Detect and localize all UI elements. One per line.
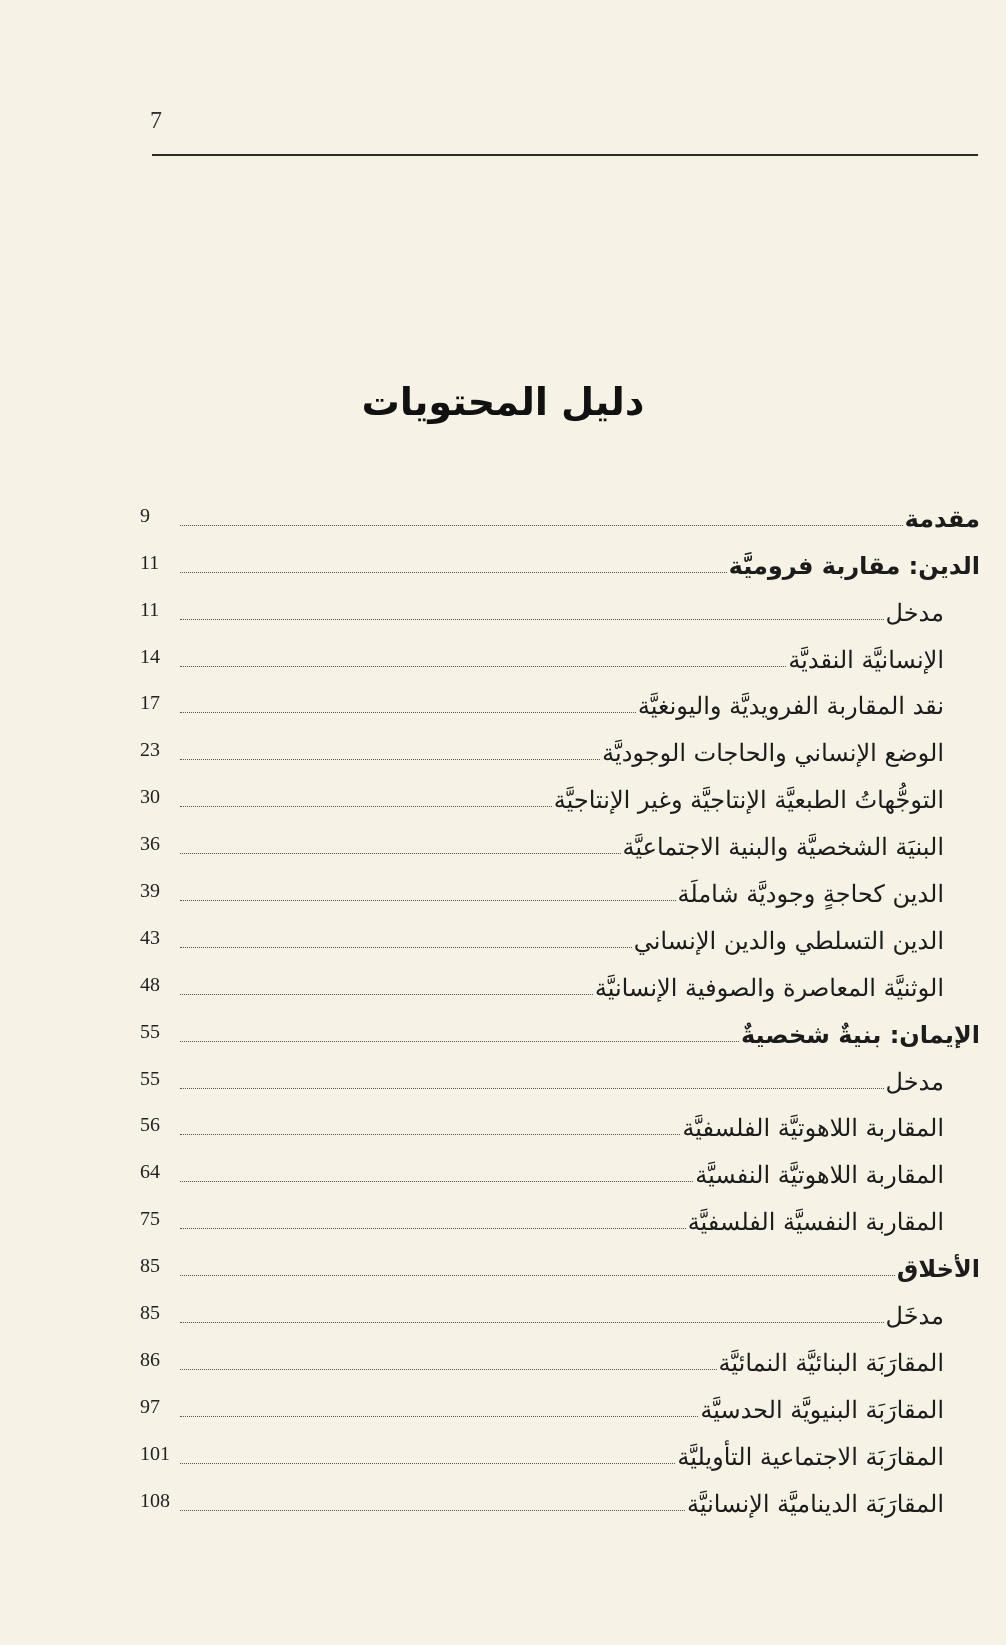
toc-entry-title: الإنسانيَّة النقديَّة xyxy=(788,645,944,674)
dot-leader xyxy=(180,1041,739,1042)
toc-entry-title: الوضع الإنساني والحاجات الوجوديَّة xyxy=(602,739,944,768)
dot-leader xyxy=(180,525,903,526)
toc-entry-title: الدين: مقاربة فروميَّة xyxy=(728,551,980,580)
toc-entry-title: المقارَبَة البنيويَّة الحدسيَّة xyxy=(700,1395,944,1424)
toc-subsection-entry xyxy=(140,1331,980,1378)
toc-subsection-entry xyxy=(140,675,980,722)
toc-subsection-entry xyxy=(140,768,980,815)
toc-subsection-entry xyxy=(140,1284,980,1331)
toc-page-number: 86 xyxy=(140,1348,160,1371)
toc-entry-title: مدخل xyxy=(885,1067,944,1096)
dot-leader xyxy=(180,666,786,667)
dot-leader xyxy=(180,1463,675,1464)
dot-leader xyxy=(180,1369,717,1370)
toc-subsection-entry xyxy=(140,956,980,1003)
toc-page-number: 9 xyxy=(140,504,150,527)
toc-entry-title: نقد المقاربة الفرويديَّة واليونغيَّة xyxy=(637,692,944,721)
toc-page-number: 64 xyxy=(140,1161,160,1184)
dot-leader xyxy=(180,994,593,995)
toc-page-number: 30 xyxy=(140,786,160,809)
toc-subsection-entry xyxy=(140,862,980,909)
dot-leader xyxy=(180,712,636,713)
toc-subsection-entry xyxy=(140,581,980,628)
toc-subsection-entry xyxy=(140,1190,980,1237)
toc-page-number: 97 xyxy=(140,1395,160,1418)
toc-page-number: 36 xyxy=(140,833,160,856)
toc-subsection-entry xyxy=(140,909,980,956)
toc-subsection-entry xyxy=(140,628,980,675)
dot-leader xyxy=(180,1416,698,1417)
toc-subsection-entry xyxy=(140,815,980,862)
toc-page-number: 108 xyxy=(140,1489,170,1512)
dot-leader xyxy=(180,619,884,620)
toc-entry-title: المقارَبَة الاجتماعية التأويليَّة xyxy=(677,1442,944,1471)
toc-page-number: 85 xyxy=(140,1255,160,1278)
toc-list xyxy=(140,487,980,1519)
toc-subsection-entry xyxy=(140,1425,980,1472)
header-rule xyxy=(152,154,978,156)
toc-subsection-entry xyxy=(140,1097,980,1144)
toc-entry-title: الدين التسلطي والدين الإنساني xyxy=(633,926,944,955)
dot-leader xyxy=(180,806,552,807)
toc-entry-title: المقاربة اللاهوتيَّة الفلسفيَّة xyxy=(682,1114,944,1143)
dot-leader xyxy=(180,1228,686,1229)
dot-leader xyxy=(180,1275,895,1276)
dot-leader xyxy=(180,1510,685,1511)
toc-subsection-entry xyxy=(140,1472,980,1519)
dot-leader xyxy=(180,947,632,948)
dot-leader xyxy=(180,1088,884,1089)
toc-entry-title: الأخلاق xyxy=(896,1255,980,1284)
toc-page-number: 43 xyxy=(140,926,160,949)
toc-page-number: 55 xyxy=(140,1020,160,1043)
toc-page-number: 85 xyxy=(140,1302,160,1325)
toc-subsection-entry xyxy=(140,721,980,768)
page-title: دليل المحتويات xyxy=(361,380,645,424)
toc-subsection-entry xyxy=(140,1143,980,1190)
toc-page-number: 56 xyxy=(140,1114,160,1137)
dot-leader xyxy=(180,759,600,760)
toc-page-number: 55 xyxy=(140,1067,160,1090)
toc-entry-title: المقاربة اللاهوتيَّة النفسيَّة xyxy=(695,1161,944,1190)
dot-leader xyxy=(180,1134,680,1135)
toc-entry-title: الإيمان: بنيةٌ شخصيةٌ xyxy=(740,1020,980,1049)
toc-page-number: 11 xyxy=(140,598,160,621)
toc-page-number: 39 xyxy=(140,880,160,903)
dot-leader xyxy=(180,1181,693,1182)
toc-entry-title: مدخَل xyxy=(885,1302,944,1331)
toc-section-entry xyxy=(140,1237,980,1284)
dot-leader xyxy=(180,572,727,573)
dot-leader xyxy=(180,853,621,854)
toc-entry-title: الوثنيَّة المعاصرة والصوفية الإنسانيَّة xyxy=(594,973,944,1002)
toc-section-entry xyxy=(140,487,980,534)
toc-entry-title: مقدمة xyxy=(904,504,980,533)
toc-page-number: 48 xyxy=(140,973,160,996)
dot-leader xyxy=(180,1322,884,1323)
dot-leader xyxy=(180,900,676,901)
toc-page-number: 14 xyxy=(140,645,160,668)
toc-page-number: 11 xyxy=(140,551,160,574)
toc-section-entry xyxy=(140,534,980,581)
toc-entry-title: التوجُّهاتُ الطبعيَّة الإنتاجيَّة وغير الإنتاجيَّة xyxy=(553,786,944,815)
toc-subsection-entry xyxy=(140,1050,980,1097)
toc-section-entry xyxy=(140,1003,980,1050)
toc-page-number: 101 xyxy=(140,1442,170,1465)
toc-page-number: 17 xyxy=(140,692,160,715)
toc-entry-title: البنيَة الشخصيَّة والبنية الاجتماعيَّة xyxy=(622,833,944,862)
page-number: 7 xyxy=(150,108,162,134)
toc-entry-title: الدين كحاجةٍ وجوديَّة شاملَة xyxy=(677,880,944,909)
toc-entry-title: المقارَبَة البنائيَّة النمائيَّة xyxy=(718,1348,944,1377)
toc-page-number: 75 xyxy=(140,1208,160,1231)
toc-entry-title: المقاربة النفسيَّة الفلسفيَّة xyxy=(687,1208,944,1237)
toc-subsection-entry xyxy=(140,1378,980,1425)
toc-page-number: 23 xyxy=(140,739,160,762)
toc-entry-title: مدخل xyxy=(885,598,944,627)
toc-entry-title: المقارَبَة الديناميَّة الإنسانيَّة xyxy=(686,1489,944,1518)
